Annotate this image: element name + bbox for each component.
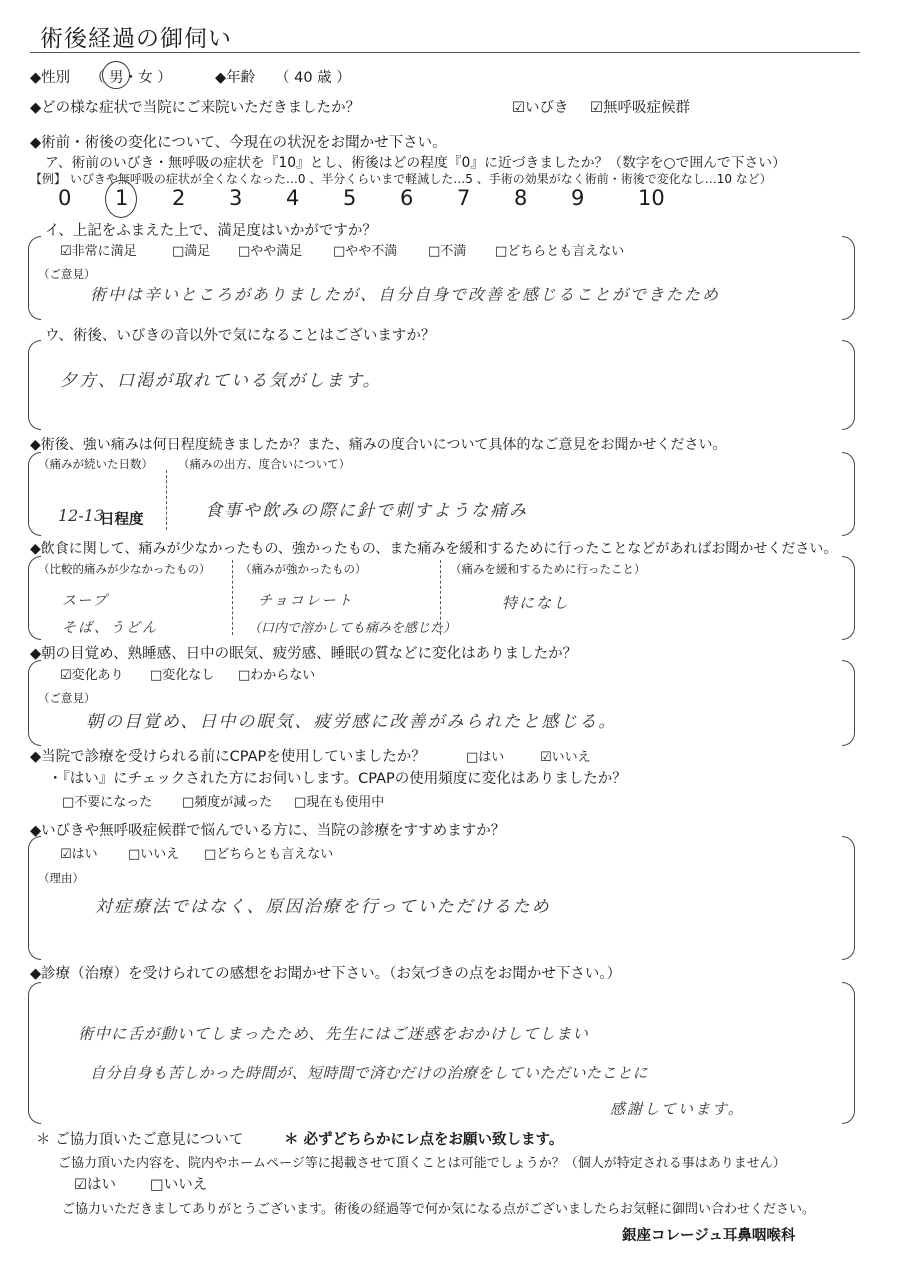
pain-bracket-right bbox=[842, 452, 855, 536]
food-divider-2 bbox=[440, 560, 442, 635]
symptom-option-apnea[interactable]: ☑無呼吸症候群 bbox=[590, 100, 690, 116]
pain-divider bbox=[166, 470, 168, 530]
satisfaction-opinion-label: （ご意見） bbox=[38, 267, 96, 281]
cpap-no[interactable]: ☑いいえ bbox=[540, 750, 591, 765]
cpap-question: ◆当院で診療を受けられる前にCPAPを使用していましたか？ bbox=[30, 749, 426, 765]
scale-9[interactable]: 9 bbox=[571, 186, 585, 210]
recommend-question: ◆いびきや無呼吸症候群で悩んでいる方に、当院の診療をすすめますか？ bbox=[30, 823, 506, 839]
satisfaction-option-dis[interactable]: □不満 bbox=[428, 244, 467, 259]
food-relief-label: （痛みを緩和するために行ったこと） bbox=[450, 562, 646, 576]
change-sub-a: ア、術前のいびき・無呼吸の症状を『10』とし、術後はどの程度『0』に近づきましたか？（数字を○で囲んで下さい） bbox=[45, 155, 786, 171]
food-strong-text2[interactable]: （口内で溶かしても痛みを感じた） bbox=[248, 621, 457, 636]
impression-line-3[interactable]: 感謝しています。 bbox=[610, 1100, 745, 1118]
satisfaction-opinion-text[interactable]: 術中は辛いところがありましたが、自分自身で改善を感じることができたため bbox=[90, 285, 721, 304]
scale-3[interactable]: 3 bbox=[229, 186, 243, 210]
satisfaction-option-satisfied[interactable]: □満足 bbox=[172, 244, 211, 259]
food-relief-text[interactable]: 特になし bbox=[502, 594, 571, 612]
recommend-bracket-left bbox=[28, 836, 41, 960]
cpap-option-still[interactable]: □現在も使用中 bbox=[294, 795, 385, 810]
satisfaction-option-neither[interactable]: □どちらとも言えない bbox=[495, 244, 625, 259]
sleep-bracket-right bbox=[842, 660, 855, 746]
consent-heading-right: ＊ 必ずどちらかにレ点をお願い致します。 bbox=[284, 1132, 564, 1148]
age-label: ◆年齢 bbox=[215, 70, 256, 86]
other-concern-answer[interactable]: 夕方、口渇が取れている気がします。 bbox=[60, 371, 382, 391]
concern-bracket-left bbox=[28, 340, 41, 430]
satisfaction-bracket-right bbox=[842, 236, 855, 320]
cpap-option-reduced[interactable]: □頻度が減った bbox=[182, 795, 273, 810]
impression-bracket-left bbox=[28, 982, 41, 1124]
recommend-reason-label: （理由） bbox=[38, 871, 84, 885]
pain-days-value[interactable]: 12-13 bbox=[58, 506, 105, 525]
change-question: ◆術前・術後の変化について、今現在の状況をお聞かせ下さい。 bbox=[30, 135, 447, 151]
food-strong-label: （痛みが強かったもの） bbox=[240, 562, 367, 576]
consent-heading-left: ＊ ご協力頂いたご意見について bbox=[36, 1132, 244, 1148]
recommend-reason-text[interactable]: 対症療法ではなく、原因治療を行っていただけるため bbox=[95, 897, 551, 917]
sleep-option-unknown[interactable]: □わからない bbox=[238, 668, 316, 683]
pain-days-label: （痛みが続いた日数） bbox=[38, 457, 153, 471]
food-strong-text1[interactable]: チョコレート bbox=[258, 593, 354, 609]
consent-no[interactable]: □いいえ bbox=[150, 1177, 208, 1193]
title-underline bbox=[30, 52, 860, 53]
satisfaction-option-somewhat-dis[interactable]: □やや不満 bbox=[333, 244, 398, 259]
recommend-bracket-right bbox=[842, 836, 855, 960]
other-concern-question: ウ、術後、いびきの音以外で気になることはございますか？ bbox=[45, 328, 436, 344]
scale-5[interactable]: 5 bbox=[343, 186, 357, 210]
sleep-option-unchanged[interactable]: □変化なし bbox=[150, 668, 215, 683]
scale-0[interactable]: 0 bbox=[58, 186, 72, 210]
consent-yes[interactable]: ☑はい bbox=[74, 1177, 116, 1193]
pain-degree-label: （痛みの出方、度合いについて） bbox=[178, 457, 351, 471]
cpap-yes[interactable]: □はい bbox=[466, 750, 505, 765]
scale-1[interactable]: 1 bbox=[115, 186, 129, 210]
gender-label: ◆性別 bbox=[30, 70, 71, 86]
document-title: 術後経過の御伺い bbox=[40, 26, 232, 52]
scale-6[interactable]: 6 bbox=[400, 186, 414, 210]
recommend-option-no[interactable]: □いいえ bbox=[128, 847, 180, 862]
symptom-question: ◆どの様な症状で当院にご来院いただきましたか？ bbox=[30, 100, 361, 116]
consent-question: ご協力頂いた内容を、院内やホームページ等に掲載させて頂くことは可能でしょうか？（個人が特定される事はありません） bbox=[58, 1156, 786, 1171]
cpap-sub-question: ・『はい』にチェックされた方にお伺いします。CPAPの使用頻度に変化はありましたか？ bbox=[48, 771, 627, 787]
satisfaction-option-very[interactable]: ☑非常に満足 bbox=[60, 244, 137, 259]
sleep-question: ◆朝の目覚め、熟睡感、日中の眠気、疲労感、睡眠の質などに変化はありましたか？ bbox=[30, 646, 578, 662]
change-example: 【例】 いびきや無呼吸の症状が全くなくなった…0 、半分くらいまで軽減した…5 、手術の効果がなく術前・術後で変化なし…10 など） bbox=[30, 172, 772, 186]
scale-2[interactable]: 2 bbox=[172, 186, 186, 210]
pain-question: ◆術後、強い痛みは何日程度続きましたか？また、痛みの度合いについて具体的なご意見をお聞かせください。 bbox=[30, 437, 727, 453]
cpap-option-unneeded[interactable]: □不要になった bbox=[62, 795, 153, 810]
scale-8[interactable]: 8 bbox=[514, 186, 528, 210]
food-less-text2[interactable]: そば、うどん bbox=[62, 620, 158, 636]
symptom-option-snoring[interactable]: ☑いびき bbox=[512, 100, 569, 116]
food-less-text1[interactable]: スープ bbox=[62, 593, 109, 609]
scale-10[interactable]: 10 bbox=[638, 186, 665, 210]
pain-days-unit: 日程度 bbox=[100, 512, 144, 528]
scale-7[interactable]: 7 bbox=[457, 186, 471, 210]
impression-bracket-right bbox=[842, 982, 855, 1124]
impression-question: ◆診療（治療）を受けられての感想をお聞かせ下さい。（お気づきの点をお聞かせ下さい。） bbox=[30, 966, 622, 982]
recommend-option-neither[interactable]: □どちらとも言えない bbox=[204, 847, 334, 862]
age-value[interactable]: （ 40 歳 ） bbox=[275, 70, 351, 86]
food-bracket-right bbox=[842, 556, 855, 640]
gender-options[interactable]: （ 男・女 ） bbox=[90, 70, 172, 86]
impression-line-1[interactable]: 術中に舌が動いてしまったため、先生にはご迷惑をおかけしてしまい bbox=[78, 1025, 589, 1043]
scale-selected-circle bbox=[105, 180, 137, 218]
food-less-label: （比較的痛みが少なかったもの） bbox=[38, 562, 211, 576]
pain-degree-text[interactable]: 食事や飲みの際に針で刺すような痛み bbox=[205, 501, 528, 521]
scale-4[interactable]: 4 bbox=[286, 186, 300, 210]
clinic-name: 銀座コレージュ耳鼻咽喉科 bbox=[622, 1228, 796, 1244]
satisfaction-question: イ、上記をふまえた上で、満足度はいかがですか？ bbox=[45, 223, 377, 239]
sleep-opinion-label: （ご意見） bbox=[38, 691, 96, 705]
impression-line-2[interactable]: 自分自身も苦しかった時間が、短時間で済むだけの治療をしていただいたことに bbox=[90, 1064, 649, 1082]
food-divider-1 bbox=[232, 560, 234, 635]
recommend-option-yes[interactable]: ☑はい bbox=[60, 847, 98, 862]
sleep-opinion-text[interactable]: 朝の目覚め、日中の眠気、疲労感に改善がみられたと感じる。 bbox=[86, 712, 618, 732]
satisfaction-option-somewhat[interactable]: □やや満足 bbox=[238, 244, 303, 259]
gender-selected-circle bbox=[102, 61, 130, 89]
consent-thanks: ご協力いただきましてありがとうございます。術後の経過等で何か気になる点がございましたらお気軽に御問い合わせください。 bbox=[62, 1202, 815, 1217]
concern-bracket-right bbox=[842, 340, 855, 430]
food-question: ◆飲食に関して、痛みが少なかったもの、強かったもの、また痛みを緩和するために行ったことなどがあればお聞かせください。 bbox=[30, 541, 838, 557]
sleep-option-changed[interactable]: ☑変化あり bbox=[60, 668, 124, 683]
